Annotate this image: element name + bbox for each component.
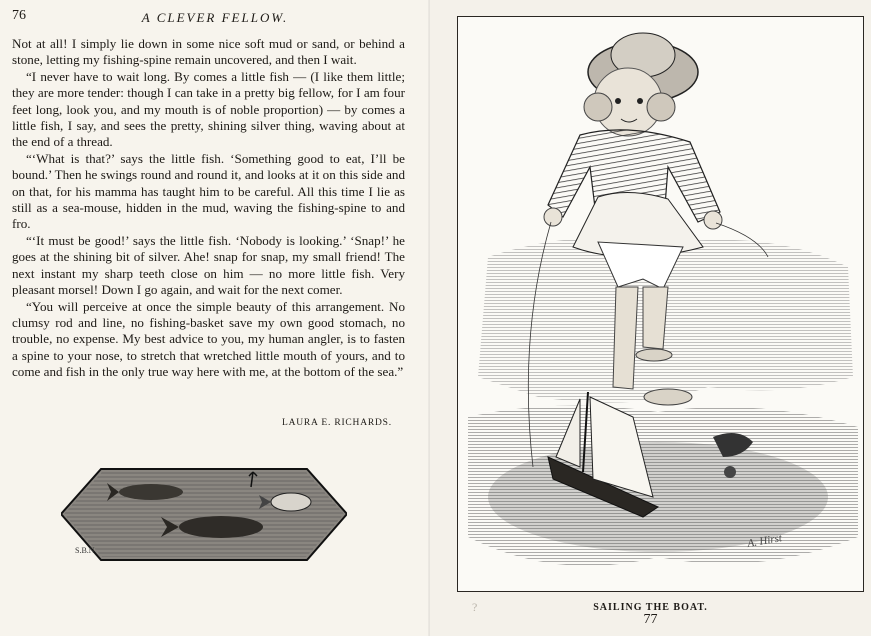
plate-caption: SAILING THE BOAT.	[593, 602, 708, 613]
plate-signature: A. Hirst	[746, 532, 783, 550]
paragraph: “‘It must be good!’ says the little fish. ‘Nobody is looking.’ ‘Snap!’ he goes at the shining bit of silver. Ahe! snap for snap, my small friend! The next instant my sharp teeth close on him — no more little fish. Very pleasant morsel! Down I go again, and wait for the next comer.	[12, 232, 405, 298]
author-credit: LAURA E. RICHARDS.	[282, 418, 392, 428]
engraving-plate	[457, 16, 864, 592]
page-number: 76	[12, 8, 26, 23]
story-text	[12, 36, 405, 381]
vignette-signature: S.B.N.	[75, 546, 97, 555]
paragraph: “You will perceive at once the simple beauty of this arrangement. No clumsy rod and line, no fishing-basket save my own good stomach, no trouble, no expense. My best advice to you, my human angler, is to fasten a spine to your nose, to stretch that wretched little mouth of yours, and to come and fish in the only true way here with me, at the bottom of the sea.”	[12, 298, 405, 380]
running-head: A CLEVER FELLOW.	[141, 10, 289, 25]
girl-sailing-boat-illustration	[458, 17, 863, 591]
paragraph: “I never have to wait long. By comes a little fish — (I like them little; they are more tender: though I can take in a pretty big fellow, for I am four feet long, look you, and my mouth is of noble proportion) — by comes a little fish, I say, and sees the pretty, shining silver thing, waving about at the end of a thread.	[12, 68, 405, 150]
pencil-mark: ?	[472, 600, 478, 614]
paragraph: Not at all! I simply lie down in some nice soft mud or sand, or behind a stone, letting my fishing-spine remain uncovered, and then I wait.	[12, 36, 405, 68]
page-number: 77	[643, 612, 658, 627]
left-page	[0, 0, 430, 636]
fish-vignette-illustration	[61, 467, 347, 562]
paragraph: “‘What is that?’ says the little fish. ‘Something good to eat, I’ll be bound.’ Then he swings round and round it, and looks at it on this side and on that, for his mamma has taught him to be careful. All this time I lie as still as a sea-mouse, hidden in the mud, waving the fishing-spine to and fro.	[12, 150, 405, 232]
